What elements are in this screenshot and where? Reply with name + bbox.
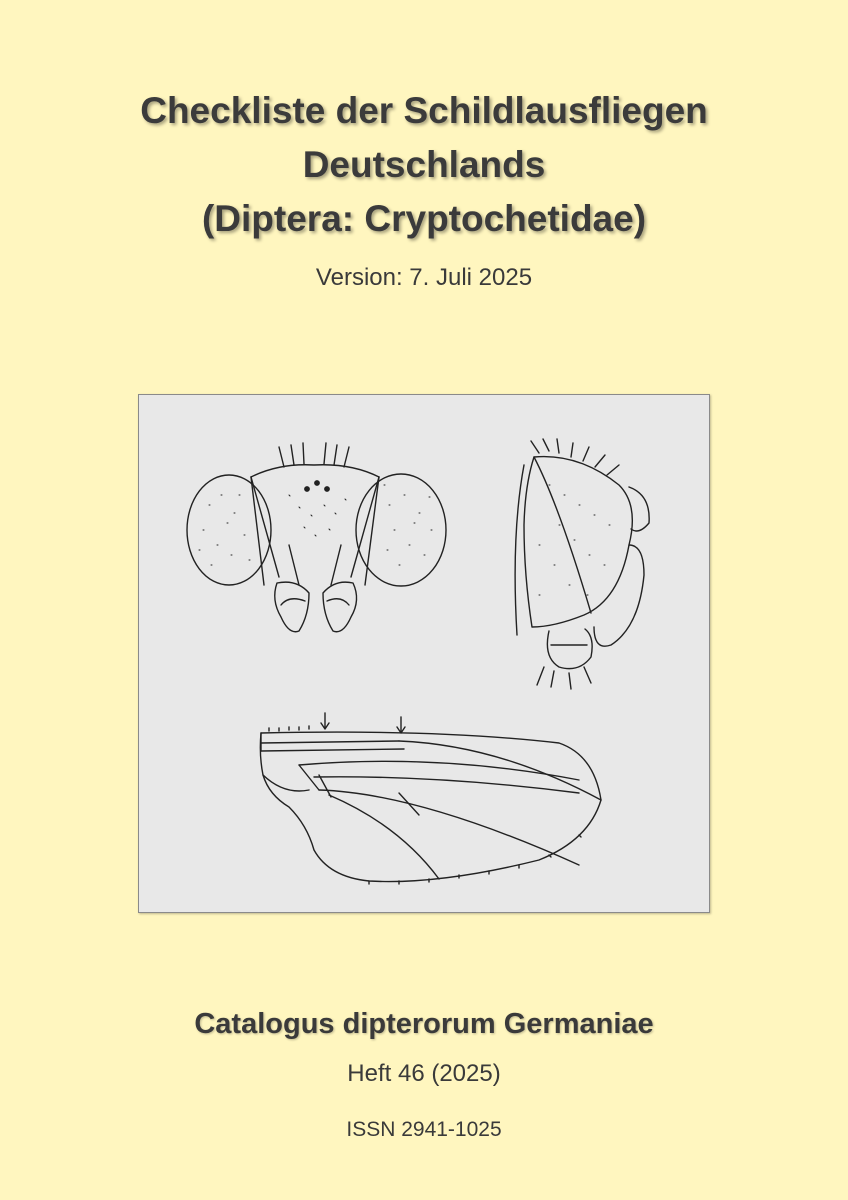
eye-stipple	[199, 485, 432, 565]
issue-number: Heft 46 (2025)	[347, 1060, 501, 1087]
head-frontal-view	[187, 443, 446, 632]
head-lateral-view	[515, 439, 649, 689]
title-line-1: Checkliste der Schildlausfliegen	[140, 90, 708, 131]
cover-illustration	[138, 394, 710, 913]
series-title: Catalogus dipterorum Germaniae	[194, 1008, 654, 1040]
wing-drawing	[260, 713, 601, 884]
lateral-stipple	[539, 485, 610, 595]
fly-drawing	[139, 395, 709, 912]
title-line-2: Deutschlands	[302, 144, 546, 185]
cover-title	[0, 84, 848, 246]
issn-number: ISSN 2941-1025	[346, 1118, 502, 1141]
title-line-3: (Diptera: Cryptochetidae)	[201, 198, 647, 239]
version-text: Version: 7. Juli 2025	[315, 264, 533, 291]
